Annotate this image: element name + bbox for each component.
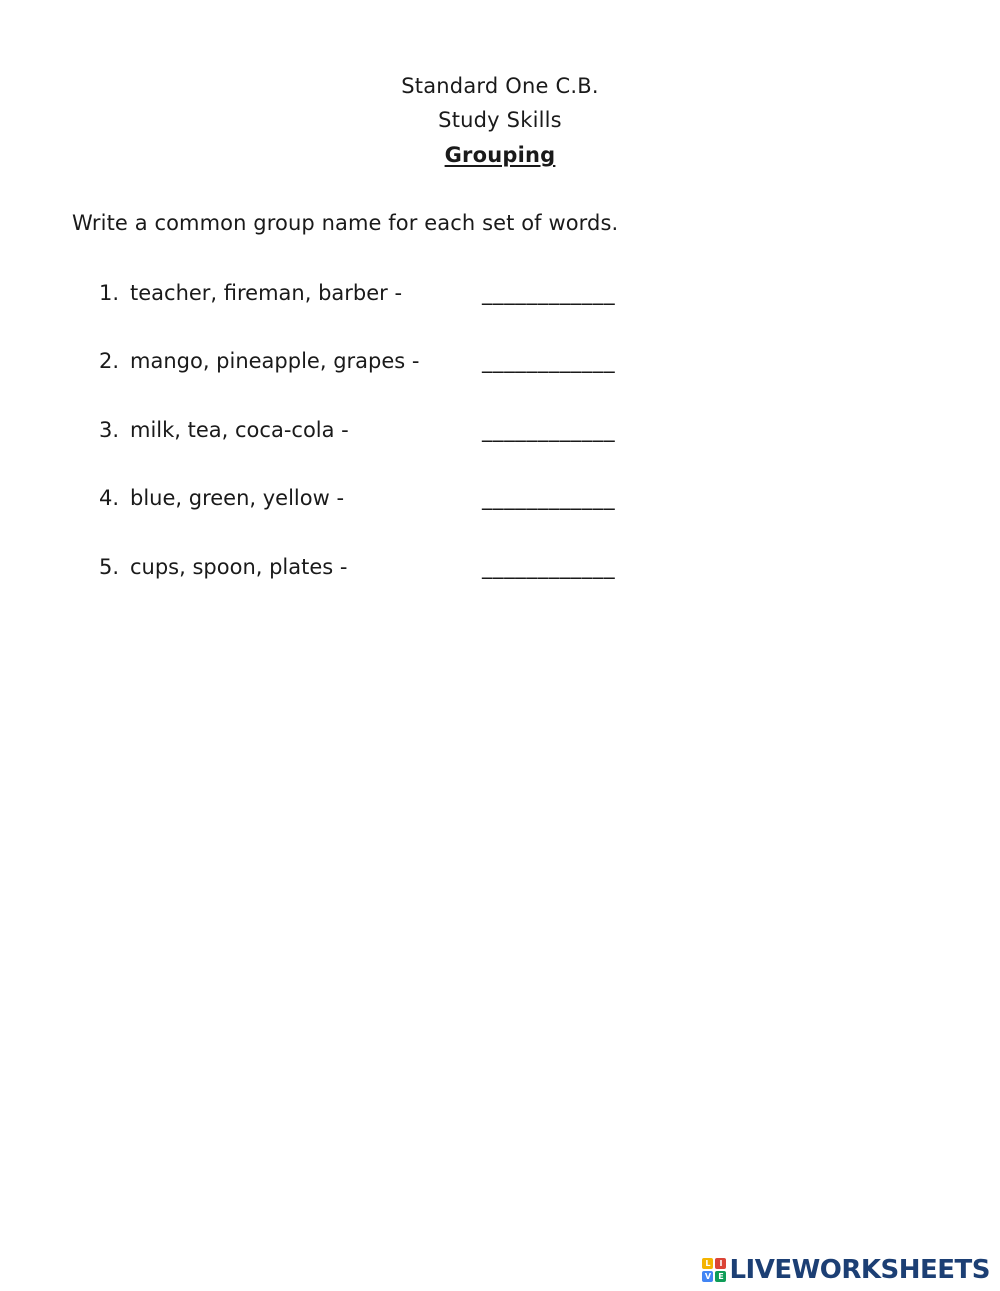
- question-number: 3.: [99, 418, 120, 442]
- liveworksheets-logo-icon: [702, 1258, 726, 1282]
- answer-blank[interactable]: ____________: [482, 555, 616, 579]
- class-label: Standard One C.B.: [401, 74, 599, 98]
- question-item-5: [99, 555, 699, 585]
- question-item-4: [99, 486, 699, 516]
- answer-blank[interactable]: ____________: [482, 349, 616, 373]
- logo-tile: L: [702, 1258, 713, 1269]
- question-words: teacher, fireman, barber -: [130, 281, 403, 305]
- logo-tile: I: [715, 1258, 726, 1269]
- logo-tile: V: [702, 1271, 713, 1282]
- subject-label: Study Skills: [438, 108, 562, 132]
- question-number: 1.: [99, 281, 120, 305]
- answer-blank[interactable]: ____________: [482, 486, 616, 510]
- question-number: 2.: [99, 349, 120, 373]
- question-words: mango, pineapple, grapes -: [130, 349, 420, 373]
- question-item-1: [99, 281, 699, 311]
- instruction-text: Write a common group name for each set of words.: [72, 211, 619, 235]
- answer-blank[interactable]: ____________: [482, 281, 616, 305]
- answer-blank[interactable]: ____________: [482, 418, 616, 442]
- question-number: 4.: [99, 486, 120, 510]
- question-item-2: [99, 349, 699, 379]
- question-number: 5.: [99, 555, 120, 579]
- liveworksheets-logo: [702, 1253, 990, 1287]
- question-words: milk, tea, coca-cola -: [130, 418, 349, 442]
- logo-wordmark: LIVEWORKSHEETS: [729, 1255, 990, 1285]
- question-words: cups, spoon, plates -: [130, 555, 348, 579]
- logo-tile: E: [715, 1271, 726, 1282]
- question-words: blue, green, yellow -: [130, 486, 345, 510]
- question-item-3: [99, 418, 699, 448]
- worksheet-title: Grouping: [444, 143, 556, 167]
